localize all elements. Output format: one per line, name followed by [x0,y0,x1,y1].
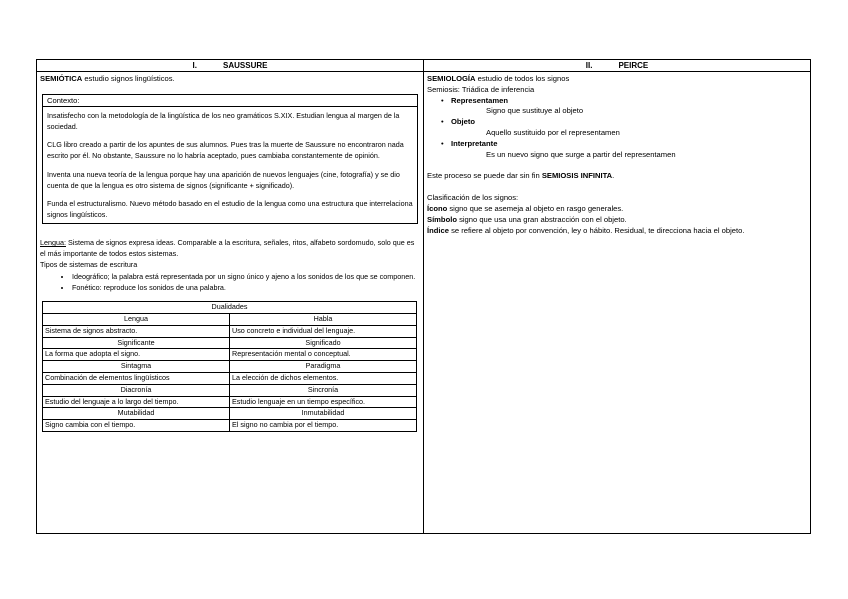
dual-left-head: Sintagma [43,361,230,373]
lengua-section [40,238,420,293]
dual-right-head: Sincronía [230,384,417,396]
document-table [36,59,811,534]
dual-right-head: Inmutabilidad [230,408,417,420]
context-paragraph: Insatisfecho con la metodología de la lingüística de los neo gramáticos S.XIX. Estudian lengua al margen de la sociedad. [47,110,400,131]
semiologia-text: estudio de todos los signos [475,74,570,83]
dual-left-text: Estudio del lenguaje a lo largo del tiempo. [43,396,230,408]
clasificacion-term: Índice [427,225,449,235]
clasificacion-text: signo que se asemeja al objeto en rasgo generales. [447,203,624,213]
list-item [441,95,807,107]
triad-desc: Aquello sustituido por el representamen [486,127,620,137]
clasificacion-item [427,204,807,215]
peirce-header-number: II. [585,61,593,70]
dual-left-text: La forma que adopta el signo. [43,349,230,361]
semiotica-term: SEMIÓTICA [40,74,83,83]
dualidades-table [42,301,417,432]
context-box [42,94,418,225]
dual-left-text: Sistema de signos abstracto. [43,325,230,337]
semiosis-line: Semiosis: Triádica de inferencia [427,84,535,94]
tipos-title: Tipos de sistemas de escritura [40,260,138,270]
bullet-icon: • [441,95,444,105]
list-item [441,138,807,150]
semiotica-definition [40,74,420,85]
clasificacion-text: se refiere al objeto por convención, ley o hábito. Residual, te direcciona hacia el objeto. [448,225,745,235]
context-title: Contexto: [43,95,417,107]
list-item: • Ideográfico; la palabra está representada por un signo único y ajeno a los sonidos de los que se componen. [72,271,420,282]
list-item: • Fonético: reproduce los sonidos de una palabra. [72,282,420,293]
saussure-header [37,60,424,72]
lengua-label: Lengua: [40,238,66,248]
dual-right-text: Uso concreto e individual del lenguaje. [230,325,417,337]
dual-right-head: Paradigma [230,361,417,373]
triad-list [427,96,807,161]
dual-right-head: Habla [230,314,417,326]
context-paragraph: Inventa una nueva teoría de la lengua porque hay una aparición de nuevos lenguajes (cine, fotografía) y se dio cuenta de que la lengua es otro sistema de signos (significante + significado). [47,169,400,190]
semiologia-term: SEMIOLOGÍA [427,74,476,83]
clasificacion-term: Ícono [427,203,448,213]
triad-title: Objeto [451,117,476,127]
peirce-header-title: PEIRCE [618,61,649,70]
bullet-icon: • [441,138,444,148]
context-paragraph: CLG libro creado a partir de los apuntes de sus alumnos. Pues tras la muerte de Saussure no encontraron nada escrito por él. No obstante, Saussure no lo habría aceptado, pues cambiaba constantemente de opinión. [47,140,404,161]
dualidades-title: Dualidades [43,302,417,314]
proceso-bold: SEMIOSIS INFINITA [541,171,613,181]
saussure-column [37,72,424,534]
semiologia-definition [427,74,807,85]
saussure-header-title: SAUSSURE [223,61,268,70]
bullet-icon: • [441,117,444,127]
proceso-text: Este proceso se puede dar sin fin [427,171,542,181]
lengua-text: Sistema de signos expresa ideas. Comparable a la escritura, señales, ritos, alfabeto sordomudo, solo que es el más importante de todos estos sistemas. [40,238,415,259]
lengua-definition [40,238,420,260]
triad-title: Representamen [451,95,508,105]
proceso-line [427,171,807,182]
peirce-column [424,72,811,534]
dual-left-head: Significante [43,337,230,349]
peirce-header [424,60,811,72]
triad-desc: Signo que sustituye al objeto [486,106,584,116]
dual-right-text: El signo no cambia por el tiempo. [230,420,417,432]
dual-left-text: Signo cambia con el tiempo. [43,420,230,432]
tipos-list [40,271,420,293]
clasificacion-item [427,215,807,226]
dual-right-head: Significado [230,337,417,349]
proceso-end: . [612,171,615,181]
clasificacion-item [427,226,807,237]
dual-left-head: Diacronía [43,384,230,396]
list-item [441,117,807,128]
context-paragraph: Funda el estructuralismo. Nuevo método basado en el estudio de la lengua como una estructura que interrelaciona signos lingüísticos. [47,199,413,220]
clasificacion-title: Clasificación de los signos: [427,193,519,203]
dual-right-text: La elección de dichos elementos. [230,373,417,385]
triad-title: Interpretante [451,138,498,148]
dual-right-text: Estudio lenguaje en un tiempo específico. [230,396,417,408]
saussure-header-number: I. [192,61,197,70]
dual-left-head: Lengua [43,314,230,326]
semiotica-text: estudio signos lingüísticos. [82,74,175,83]
dual-right-text: Representación mental o conceptual. [230,349,417,361]
triad-desc: Es un nuevo signo que surge a partir del representamen [486,149,676,159]
dual-left-head: Mutabilidad [43,408,230,420]
clasificacion-text: signo que usa una gran abstracción con el objeto. [456,214,627,224]
clasificacion-term: Símbolo [427,214,457,224]
dual-left-text: Combinación de elementos lingüísticos [43,373,230,385]
